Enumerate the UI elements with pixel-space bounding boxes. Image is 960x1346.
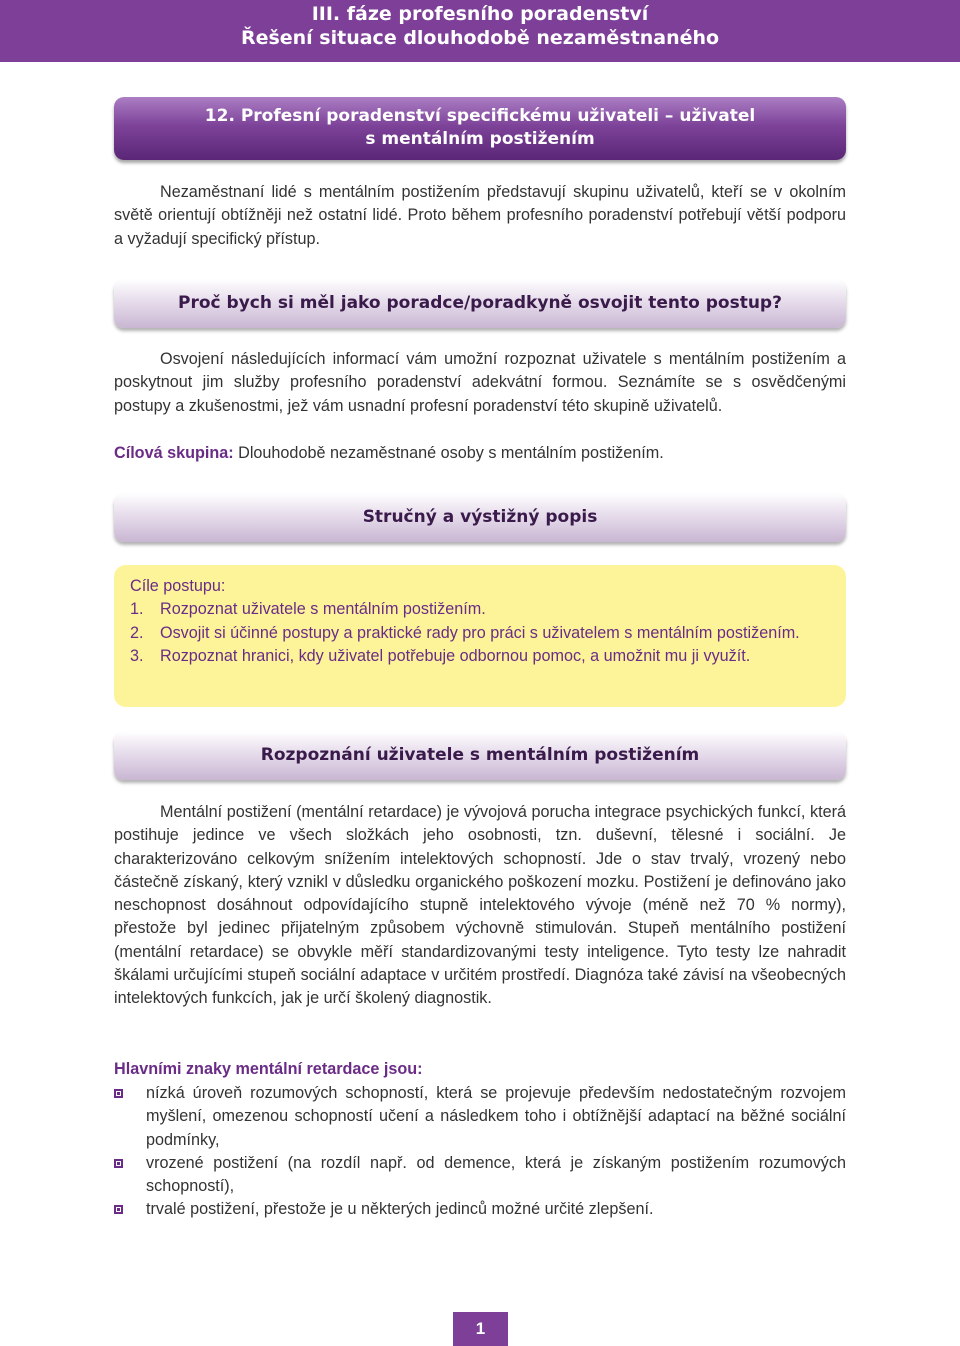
goal-item [130,598,830,621]
goal-number: 1. [130,600,144,619]
intro-paragraph: Nezaměstnaní lidé s mentálním postižením představují skupinu uživatelů, kteří se v okolním světě orientují obtížněji než ostatní lidé. Proto během profesního poradenství potřebují větší podporu a vyžadují specifický přístup. [114,183,846,248]
section-title-summary: Stručný a výstižný popis [362,507,598,527]
target-group [114,442,846,465]
list-item [114,1198,846,1221]
square-bullet-icon [114,1205,123,1214]
goal-text: Rozpoznat uživatele s mentálním postižením. [160,600,486,619]
section-banner-recognition [114,731,846,780]
section-title-recognition: Rozpoznání uživatele s mentálním postižením [260,745,700,765]
page-header [0,0,960,62]
header-phase-title: III. fáze profesního poradenství [311,3,649,25]
square-bullet-icon [114,1089,123,1098]
chapter-title-line1: 12. Profesní poradenství specifickému uživateli – uživatel [204,106,756,126]
chapter-title-line2: s mentálním postižením [365,129,595,149]
goals-box [114,565,846,707]
list-item [114,1082,846,1152]
signs-list [114,1082,846,1222]
section-banner-why [114,279,846,328]
goals-label: Cíle postupu: [130,577,226,595]
square-bullet-icon [114,1159,123,1168]
chapter-banner [114,97,846,160]
section-title-why: Proč bych si měl jako poradce/poradkyně osvojit tento postup? [178,293,782,313]
list-item [114,1152,846,1199]
page-number: 1 [453,1312,508,1346]
goal-number: 3. [130,646,144,665]
target-group-label: Cílová skupina: [114,444,234,462]
signs-heading: Hlavními znaky mentální retardace jsou: [114,1060,423,1078]
goal-text: Osvojit si účinné postupy a praktické rady pro práci s uživatelem s mentálním postižením. [160,623,800,642]
target-group-text: Dlouhodobě nezaměstnané osoby s mentálním postižením. [233,444,664,462]
list-item-text: vrozené postižení (na rozdíl např. od demence, která je získaným postižením rozumových schopností), [146,1153,846,1196]
recognition-paragraph: Mentální postižení (mentální retardace) je vývojová porucha integrace psychických funkcí, která postihuje jedince ve všech složkách jeho osobnosti, tzn. duševní, tělesné i sociální. Je charakterizováno celkovým snížením intelektových schopností. Jde o stav trvalý, vrozený nebo částečně získaný, který vznikl v důsledku organického poškození mozku. Postižení je definováno jako neschopnost dosáhnout odpovídajícího stupně intelektového vývoje (méně než 70 % normy), přestože byl jedinec přijatelným způsobem výchovně stimulován. Stupeň mentálního postižení (mentální retardace) se obvykle měří standardizovanými testy inteligence. Tyto testy lze nahradit škálami určujícími stupeň sociální adaptace v určitém prostředí. Diagnóza také závisí na všeobecných intelektových funkcích, jak je určí školený diagnostik. [114,803,846,1008]
goal-item [130,645,830,668]
list-item-text: trvalé postižení, přestože je u některých jedinců možné určité zlepšení. [146,1200,654,1219]
section-banner-summary [114,493,846,542]
why-paragraph: Osvojení následujících informací vám umožní rozpoznat uživatele s mentálním postižením a poskytnout jim služby profesního poradenství adekvátní formou. Seznámíte se s osvědčenými postupy a zkušenostmi, jež vám usnadní profesní poradenství této skupině uživatelů. [114,350,846,415]
goal-item [130,622,830,645]
goal-number: 2. [130,623,144,642]
header-subtitle: Řešení situace dlouhodobě nezaměstnaného [240,27,720,49]
list-item-text: nízká úroveň rozumových schopností, která se projevuje především nedostatečným rozvojem myšlení, omezenou schopností učení a následkem toho i obtížnější adaptací na běžné sociální podmínky, [146,1084,846,1149]
goal-text: Rozpoznat hranici, kdy uživatel potřebuje odbornou pomoc, a umožnit mu ji využít. [160,646,751,665]
